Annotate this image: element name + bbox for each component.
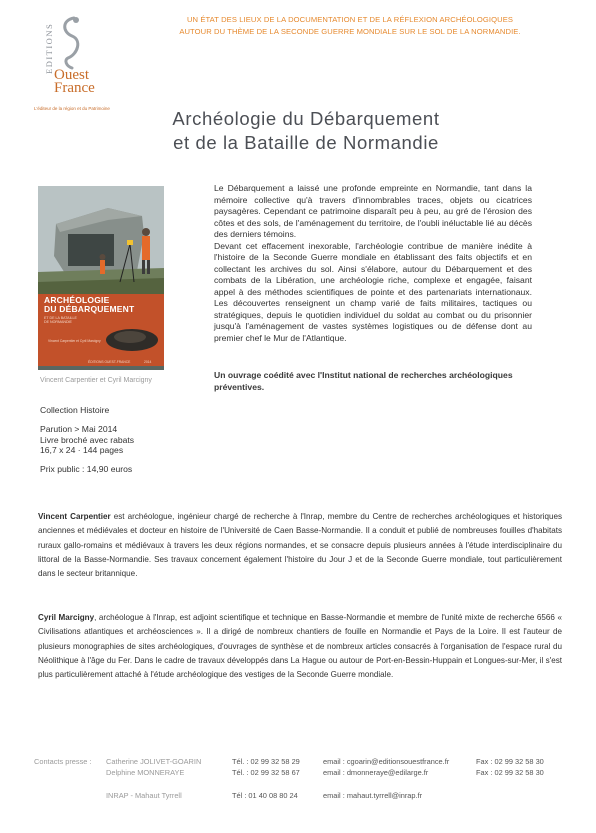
cover-caption-authors: Vincent Carpentier et Cyril Marcigny: [40, 377, 152, 384]
publisher-logo: [32, 14, 112, 109]
cover-subtitle-line2: DE NORMANDIE: [44, 320, 72, 324]
cover-shell-illustration: [100, 324, 160, 354]
logo-name: [54, 69, 95, 95]
contact-email[interactable]: email : dmonneraye@edilarge.fr: [323, 768, 429, 777]
description-paragraph-1: Le Débarquement a laissé une profonde empreinte en Normandie, tant dans la mémoire collective qu'à travers d'innombrables traces, objets ou cicatrices paysagères. Cependant ce patrimoine disparaît peu à peu, au gré de l'érosion des côtes et des sols, de l'aménagement du territoire, de l'oubli inéluctable lié au décès des derniers témoins.: [214, 183, 532, 239]
cover-authors-small: Vincent Carpentier et Cyril Marcigny: [48, 339, 101, 343]
contact-fax: Fax : 02 99 32 58 30: [476, 768, 544, 777]
contact-phone: Tél. : 02 99 32 58 29: [232, 757, 300, 766]
header-tagline: [140, 14, 560, 38]
coedition-note: Un ouvrage coédité avec l'Institut national de recherches archéologiques préventives.: [214, 370, 513, 392]
logo-name-line1: Ouest: [54, 67, 89, 83]
author-name: Vincent Carpentier: [38, 512, 111, 521]
book-description: [214, 183, 532, 344]
logo-tagline: L'éditeur de la région et du Patrimoine: [34, 106, 110, 111]
author-bio-marcigny: [38, 611, 562, 682]
contact-name: Catherine JOLIVET-GOARIN: [106, 757, 202, 766]
contact-email[interactable]: email : cgoarin@editionsouestfrance.fr: [323, 757, 450, 766]
header-line-1: UN ÉTAT DES LIEUX DE LA DOCUMENTATION ET DE LA RÉFLEXION ARCHÉOLOGIQUES: [186, 15, 514, 24]
cover-publisher: ÉDITIONS OUEST-FRANCE: [88, 360, 131, 364]
contact-phone: Tél. : 02 99 32 58 67: [232, 768, 300, 777]
book-parution: [40, 424, 134, 446]
logo-swirl-icon: [56, 14, 86, 72]
logo-editions-text: EDITIONS: [44, 22, 54, 74]
parution-date: Parution > Mai 2014: [40, 424, 118, 434]
header-line-2: AUTOUR DU THÈME DE LA SECONDE GUERRE MONDIALE SUR LE SOL DE LA NORMANDIE.: [179, 27, 521, 36]
contact-phone: Tél : 01 40 08 80 24: [232, 791, 298, 800]
title-line-2: et de la Bataille de Normandie: [173, 132, 439, 153]
book-collection: Collection Histoire: [40, 405, 110, 415]
book-price: Prix public : 14,90 euros: [40, 464, 133, 474]
author-bio-carpentier: [38, 510, 562, 581]
author-name: Cyril Marcigny: [38, 613, 95, 622]
title-line-1: Archéologie du Débarquement: [172, 108, 440, 129]
logo-name-line2: France: [54, 80, 95, 96]
contact-email[interactable]: email : mahaut.tyrrell@inrap.fr: [323, 791, 423, 800]
cover-title: [44, 296, 134, 314]
contacts-label: Contacts presse :: [34, 757, 92, 766]
contact-name: Delphine MONNERAYE: [106, 768, 185, 777]
binding-type: Livre broché avec rabats: [40, 435, 135, 445]
book-cover: [38, 186, 164, 370]
cover-photo: [38, 186, 164, 298]
cover-year: 2014: [144, 360, 152, 364]
author-bio-text: est archéologue, ingénieur chargé de recherche à l'Inrap, membre du Centre de recherches archéologiques et historiques anciennes et médiévales et docteur en histoire de l'Université de Caen Basse-Normandie. Il a conduit et publié de nombreuses fouilles d'habitats ruraux gallo-romains et médiévaux à travers les deux régions normandes, et se consacre depuis plusieurs années à l'étude interdisciplinaire du littoral de la Basse-Normandie. Ses travaux concernent également l'histoire du Jour J et de la Seconde Guerre mondiale, tout particulièrement dans le secteur britannique.: [38, 512, 562, 579]
cover-title-line2: DU DÉBARQUEMENT: [44, 304, 135, 314]
cover-subtitle-line1: ET DE LA BATAILLE: [44, 316, 77, 320]
cover-subtitle: [44, 316, 77, 324]
contact-name: INRAP - Mahaut Tyrrell: [106, 791, 182, 800]
book-format: 16,7 x 24 · 144 pages: [40, 445, 124, 455]
page-title: [100, 107, 512, 155]
cover-title-line1: ARCHÉOLOGIE: [44, 295, 110, 305]
description-paragraph-2: Devant cet effacement inexorable, l'archéologie contribue de manière inédite à l'histoire de la Seconde Guerre mondiale en établissant des faits objectifs et en collectant les archives du sol. Ainsi s'élabore, autour du Débarquement et des combats de la Libération, une archéologie riche, complexe et engagée, faisant appel à des méthodes scientifiques de pointe et des partenariats internationaux. Les découvertes renseignent un champ varié de faits militaires, tactiques ou stratégiques, depuis le quotidien individuel du soldat au combat ou du prisonnier jusqu'à l'aménagement de vastes systèmes logistiques ou de défense dont au premier chef le Mur de l'Atlantique.: [214, 240, 532, 343]
contact-fax: Fax : 02 99 32 58 30: [476, 757, 544, 766]
author-bio-text: , archéologue à l'Inrap, est adjoint scientifique et technique en Basse-Normandie et membre de l'unité mixte de recherche 6566 « Civilisations atlantiques et archéosciences ». Il a dirigé de nombreux chantiers de fouille en Normandie et Pays de la Loire. Il est l'auteur de plusieurs monographies de sites archéologiques, d'ouvrages de synthèse et de nombreux articles consacrés à l'organisation de l'espace rural du Néolithique à l'âge du Fer. Dans le cadre de travaux développés dans La Hague ou autour de Port-en-Bessin-Huppain et Longues-sur-Mer, il s'est plus particulièrement attaché à l'étude archéologique des vestiges de la Seconde Guerre mondiale.: [38, 613, 562, 680]
